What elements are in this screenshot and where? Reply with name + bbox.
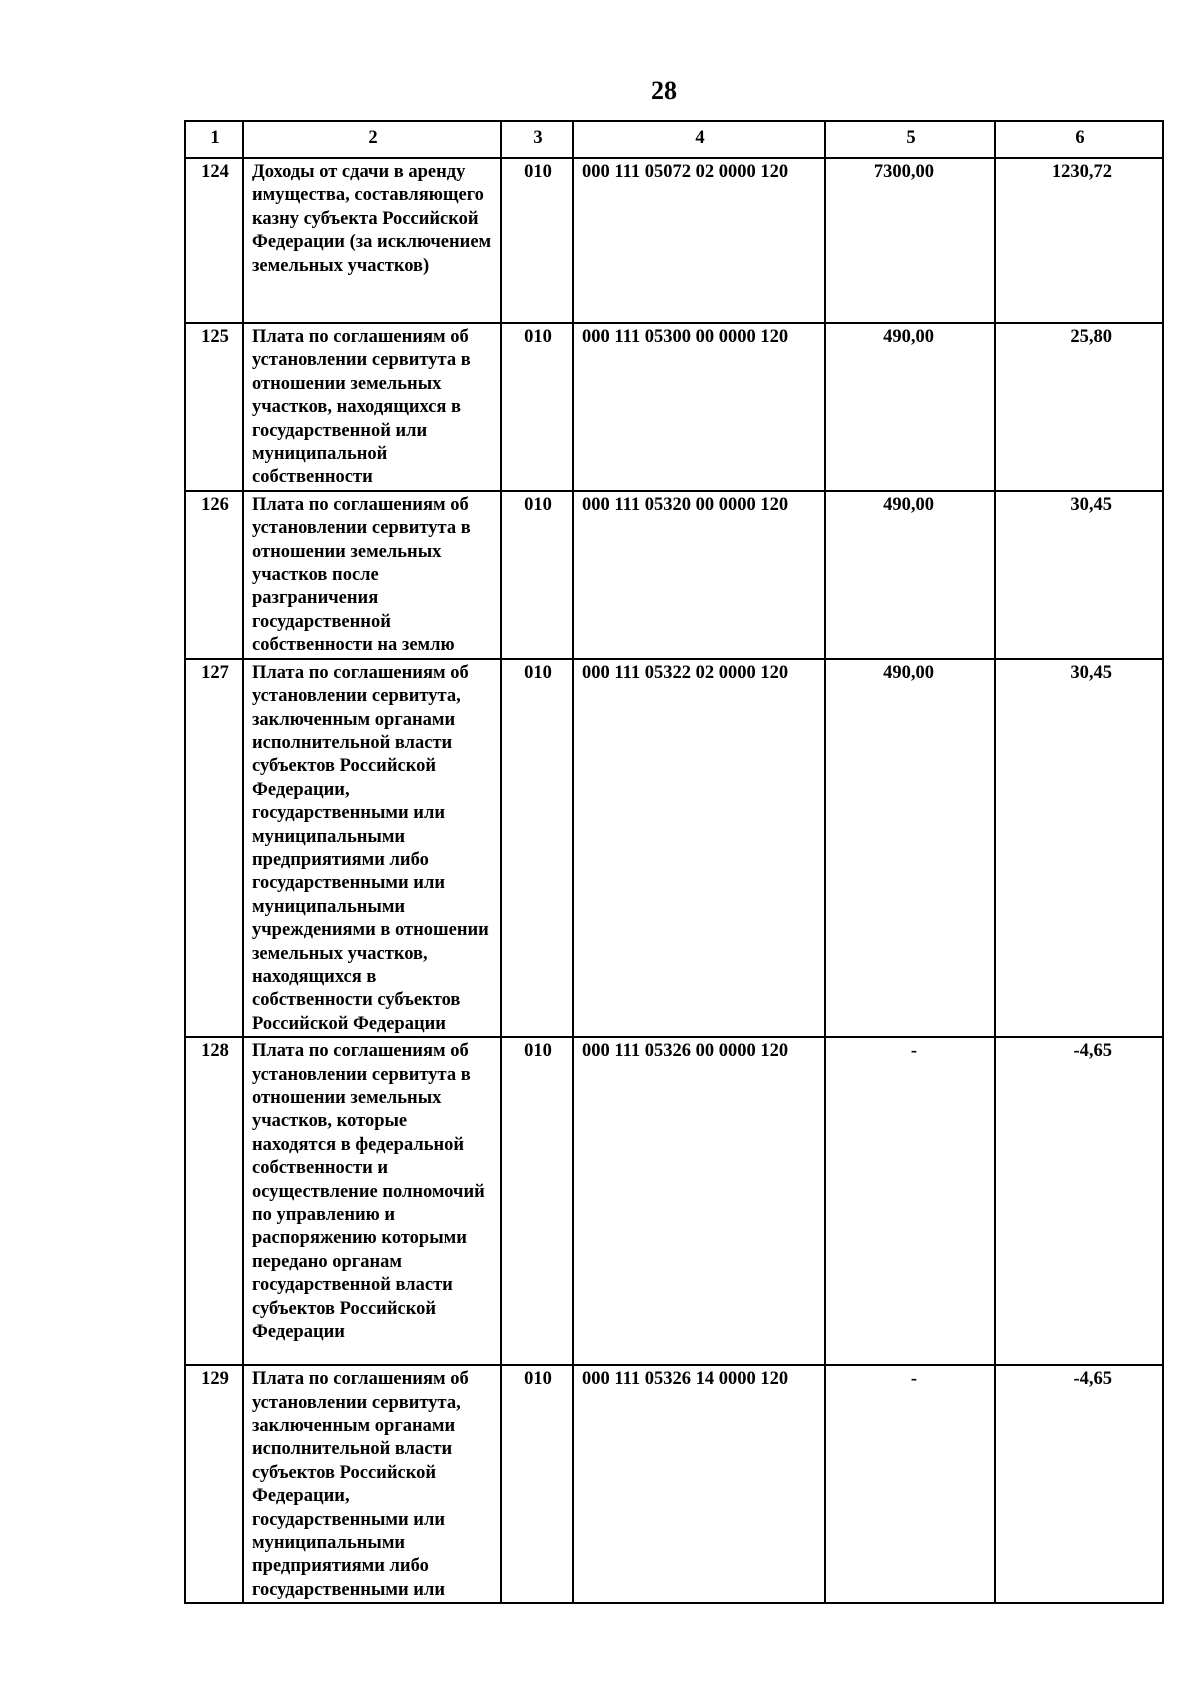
row-number: 125 (185, 323, 243, 491)
admin-code: 010 (501, 659, 573, 1038)
planned-amount: - (825, 1365, 995, 1603)
table-row (185, 158, 1163, 323)
planned-amount: 490,00 (825, 659, 995, 1038)
actual-amount: 25,80 (995, 323, 1163, 491)
table-row (185, 491, 1163, 659)
actual-amount: -4,65 (995, 1037, 1163, 1365)
row-number: 128 (185, 1037, 243, 1365)
column-header: 5 (825, 121, 995, 158)
planned-amount: 7300,00 (825, 158, 995, 323)
budget-classification-code: 000 111 05320 00 0000 120 (573, 491, 825, 659)
admin-code: 010 (501, 1365, 573, 1603)
admin-code: 010 (501, 491, 573, 659)
row-number: 126 (185, 491, 243, 659)
table-row (185, 1365, 1163, 1603)
actual-amount: 1230,72 (995, 158, 1163, 323)
actual-amount: 30,45 (995, 659, 1163, 1038)
column-header: 3 (501, 121, 573, 158)
actual-amount: -4,65 (995, 1365, 1163, 1603)
budget-classification-code: 000 111 05326 00 0000 120 (573, 1037, 825, 1365)
revenue-name: Плата по соглашениям об установлении сервитута, заключенным органами исполнительной власти субъектов Российской Федерации, государственными или муниципальными предприятиями либо государственными или (243, 1365, 501, 1603)
page-number: 28 (651, 76, 677, 105)
actual-amount: 30,45 (995, 491, 1163, 659)
planned-amount: 490,00 (825, 491, 995, 659)
column-header: 4 (573, 121, 825, 158)
table-row (185, 1037, 1163, 1365)
budget-classification-code: 000 111 05326 14 0000 120 (573, 1365, 825, 1603)
revenue-name: Плата по соглашениям об установлении сервитута в отношении земельных участков, которые находятся в федеральной собственности и осуществление полномочий по управлению и распоряжению которыми передано органам государственной власти субъектов Российской Федерации (243, 1037, 501, 1365)
column-header: 2 (243, 121, 501, 158)
admin-code: 010 (501, 1037, 573, 1365)
planned-amount: - (825, 1037, 995, 1365)
table-row (185, 659, 1163, 1038)
budget-classification-code: 000 111 05300 00 0000 120 (573, 323, 825, 491)
row-number: 124 (185, 158, 243, 323)
column-header: 6 (995, 121, 1163, 158)
revenue-name: Плата по соглашениям об установлении сервитута, заключенным органами исполнительной власти субъектов Российской Федерации, государственными или муниципальными предприятиями либо государственными или муниципальными учреждениями в отношении земельных участков, находящихся в собственности субъектов Российской Федерации (243, 659, 501, 1038)
admin-code: 010 (501, 158, 573, 323)
admin-code: 010 (501, 323, 573, 491)
revenue-table (184, 120, 1164, 1604)
row-number: 129 (185, 1365, 243, 1603)
budget-classification-code: 000 111 05072 02 0000 120 (573, 158, 825, 323)
row-number: 127 (185, 659, 243, 1038)
budget-classification-code: 000 111 05322 02 0000 120 (573, 659, 825, 1038)
revenue-name: Плата по соглашениям об установлении сервитута в отношении земельных участков, находящихся в государственной или муниципальной собственности (243, 323, 501, 491)
planned-amount: 490,00 (825, 323, 995, 491)
table-row (185, 323, 1163, 491)
revenue-name: Доходы от сдачи в аренду имущества, составляющего казну субъекта Российской Федерации (за исключением земельных участков) (243, 158, 501, 323)
revenue-name: Плата по соглашениям об установлении сервитута в отношении земельных участков после разграничения государственной собственности на землю (243, 491, 501, 659)
column-header: 1 (185, 121, 243, 158)
table-header-row (185, 121, 1163, 158)
